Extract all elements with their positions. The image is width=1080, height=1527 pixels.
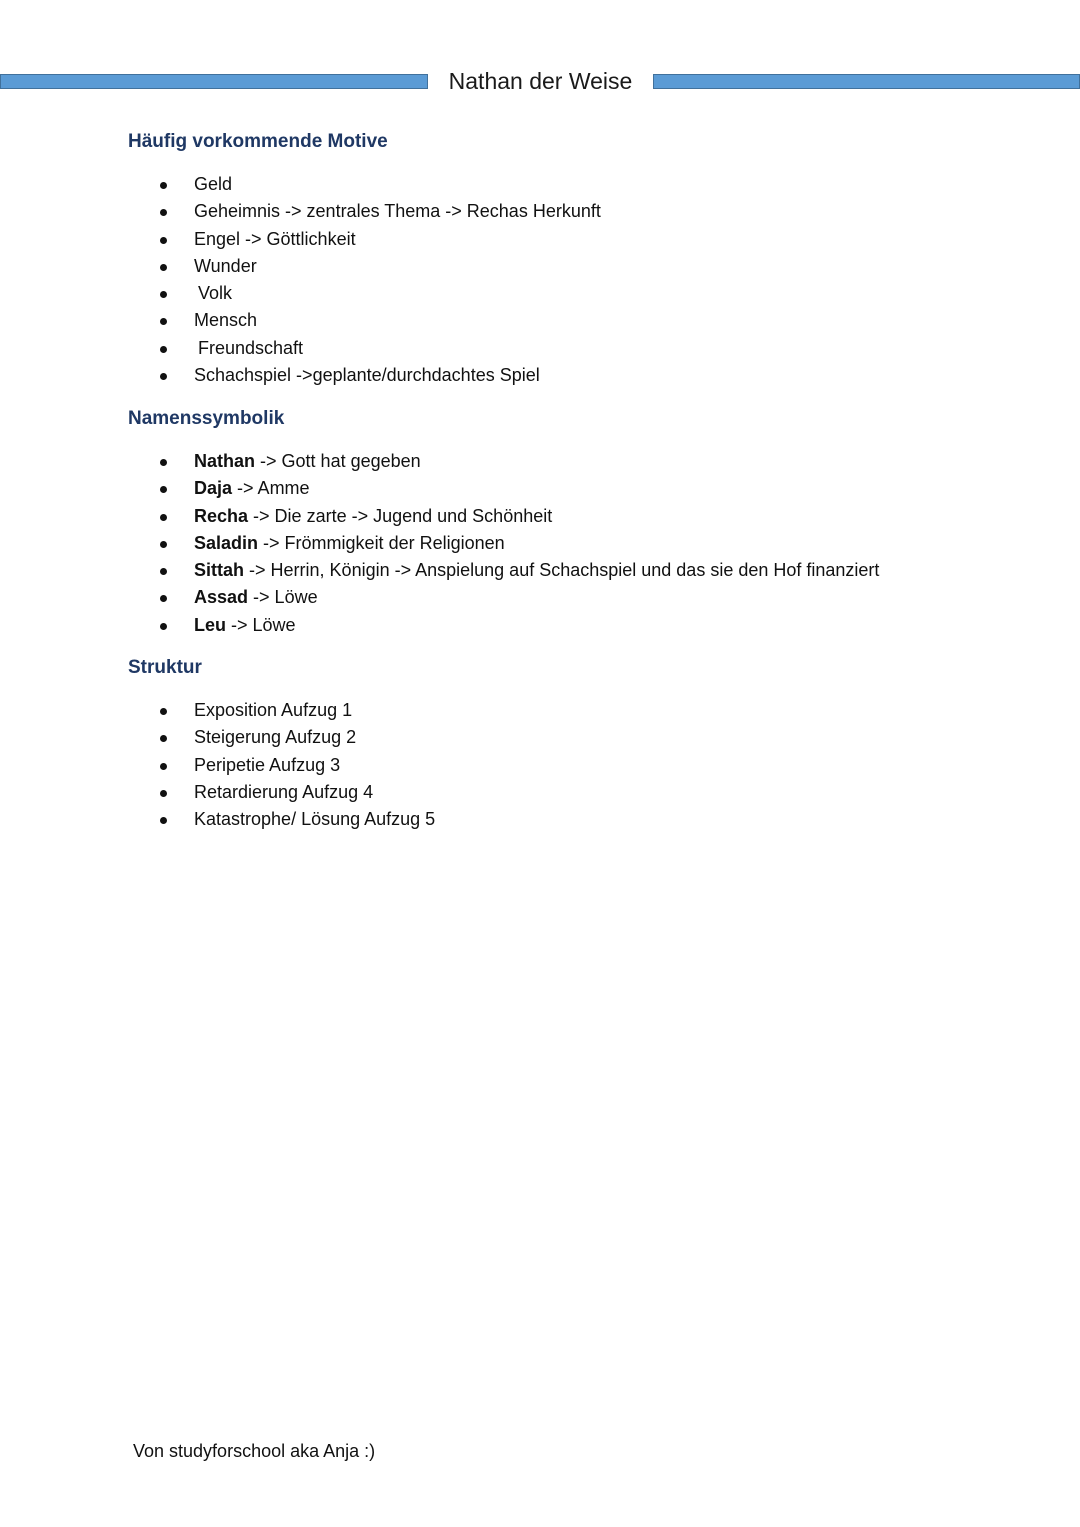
bullet-icon (160, 595, 167, 602)
name-term: Saladin (194, 532, 259, 553)
header-bar-right (653, 74, 1080, 89)
bullet-icon (160, 514, 167, 521)
header-bar-left (0, 74, 428, 89)
bullet-icon (160, 373, 167, 380)
heading-struktur: Struktur (128, 657, 202, 678)
name-meaning: -> Die zarte -> Jugend und Schönheit (253, 505, 553, 526)
name-term: Assad (194, 587, 249, 608)
bullet-icon (160, 318, 167, 325)
bullet-icon (160, 459, 167, 466)
name-term: Nathan (194, 451, 256, 471)
name-meaning: -> Herrin, Königin -> Anspielung auf Schachspiel und das sie den Hof finanziert (249, 560, 880, 581)
name-term: Leu (194, 614, 227, 635)
bullet-icon (160, 182, 167, 189)
bullet-icon (160, 568, 167, 575)
document-title: Nathan der Weise (448, 68, 633, 94)
bullet-icon (160, 264, 167, 271)
bullet-icon (160, 708, 167, 715)
heading-motive: Häufig vorkommende Motive (128, 131, 388, 152)
bullet-icon (160, 209, 167, 216)
name-meaning: -> Gott hat gegeben (260, 451, 421, 471)
bullet-icon (160, 790, 167, 797)
name-meaning: -> Frömmigkeit der Religionen (263, 532, 505, 553)
bullet-icon (160, 817, 167, 824)
heading-namenssymbolik: Namenssymbolik (128, 408, 285, 429)
name-meaning: -> Amme (237, 478, 310, 499)
name-term: Recha (194, 505, 249, 526)
bullet-icon (160, 346, 167, 353)
bullet-icon (160, 237, 167, 244)
bullet-icon (160, 291, 167, 298)
footer-credit: Von studyforschool aka Anja :) (133, 1441, 376, 1461)
name-term: Sittah (194, 560, 245, 581)
name-meaning: -> Löwe (231, 614, 296, 635)
name-term: Daja (194, 478, 233, 499)
name-meaning: -> Löwe (253, 587, 318, 608)
bullet-icon (160, 623, 167, 630)
bullet-icon (160, 486, 167, 493)
bullet-icon (160, 541, 167, 548)
bullet-icon (160, 735, 167, 742)
bullet-icon (160, 763, 167, 770)
